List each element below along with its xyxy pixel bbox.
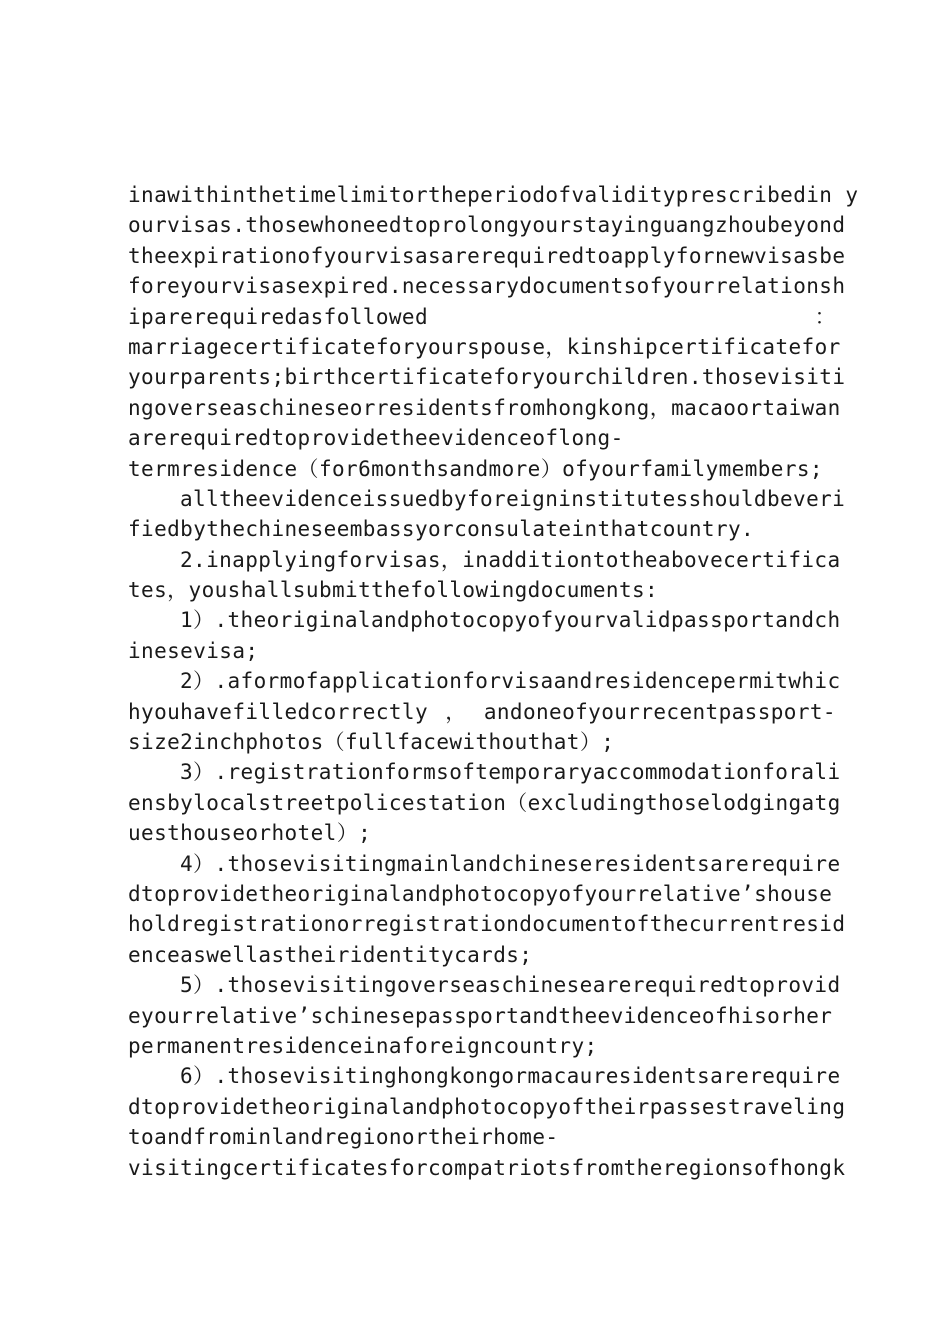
text-line: 2.inapplyingforvisas，inadditiontotheabovecertifica: [180, 547, 841, 572]
text-line: termresidence（for6monthsandmore）ofyourfamilymembers;: [128, 456, 823, 481]
text-line: tes，youshallsubmitthefollowingdocuments:: [128, 578, 659, 603]
text-line: 3）.registrationformsoftemporaryaccommodationforali: [180, 760, 841, 785]
comma-mark: ，: [445, 699, 467, 724]
text-line: toandfrominlandregionortheirhome-: [128, 1125, 559, 1150]
text-line: [128, 302, 836, 332]
text-line: holdregistrationorregistrationdocumentofthecurrentresid: [128, 912, 846, 937]
text-segment: iparerequiredasfollowed: [128, 304, 428, 329]
text-line: permanentresidenceinaforeigncountry;: [128, 1033, 598, 1058]
text-line: inawithinthetimelimitortheperiodofvalidityprescribedin y: [128, 183, 859, 207]
text-line: marriagecertificateforyourspouse，kinshipcertificatefor: [128, 334, 841, 359]
text-line: dtoprovidetheoriginalandphotocopyoftheirpassestraveling: [128, 1094, 846, 1119]
text-line: 5）.thosevisitingoverseaschinesearerequiredtoprovid: [180, 973, 841, 998]
text-segment: andoneofyourrecentpassport-: [483, 699, 836, 724]
text-line: yourparents;birthcertificateforyourchildren.thosevisiti: [128, 365, 846, 390]
text-line: arerequiredtoprovidetheevidenceoflong-: [128, 426, 624, 451]
text-line: enceaswellastheiridentitycards;: [128, 942, 533, 967]
text-line: 2）.aformofapplicationforvisaandresidencepermitwhic: [180, 669, 841, 694]
text-line: foreyourvisasexpired.necessarydocumentsofyourrelationsh: [128, 274, 846, 299]
text-line: fiedbythechineseembassyorconsulateinthatcountry.: [128, 517, 755, 542]
text-line: ourvisas.thosewhoneedtoprolongyourstayinguangzhoubeyond: [128, 213, 846, 238]
text-line: 1）.theoriginalandphotocopyofyourvalidpassportandch: [180, 608, 841, 633]
colon-mark: ：: [814, 304, 836, 329]
text-line: visitingcertificatesforcompatriotsfromtheregionsofhongk: [128, 1155, 846, 1180]
text-line: eyourrelative’schinesepassportandtheevidenceofhisorher: [128, 1003, 833, 1028]
text-line: inesevisa;: [128, 638, 259, 663]
text-line: uesthouseorhotel）;: [128, 821, 372, 846]
text-segment: hyouhavefilledcorrectly: [128, 699, 428, 724]
text-line: 4）.thosevisitingmainlandchineseresidentsarerequire: [180, 851, 841, 876]
text-line: [128, 697, 836, 727]
document-body: [128, 180, 859, 1183]
text-line: alltheevidenceissuedbyforeigninstitutesshouldbeveri: [180, 486, 846, 511]
text-line: ensbylocalstreetpolicestation（excludingthoselodgingatg: [128, 790, 841, 815]
text-line: dtoprovidetheoriginalandphotocopyofyourrelative’shouse: [128, 881, 833, 906]
text-line: ngoverseaschineseorresidentsfromhongkong，macaoortaiwan: [128, 395, 841, 420]
text-line: 6）.thosevisitinghongkongormacauresidentsarerequire: [180, 1064, 841, 1089]
text-line: theexpirationofyourvisasarerequiredtoapplyfornewvisasbe: [128, 243, 846, 268]
text-line: size2inchphotos（fullfacewithouthat）;: [128, 730, 615, 755]
